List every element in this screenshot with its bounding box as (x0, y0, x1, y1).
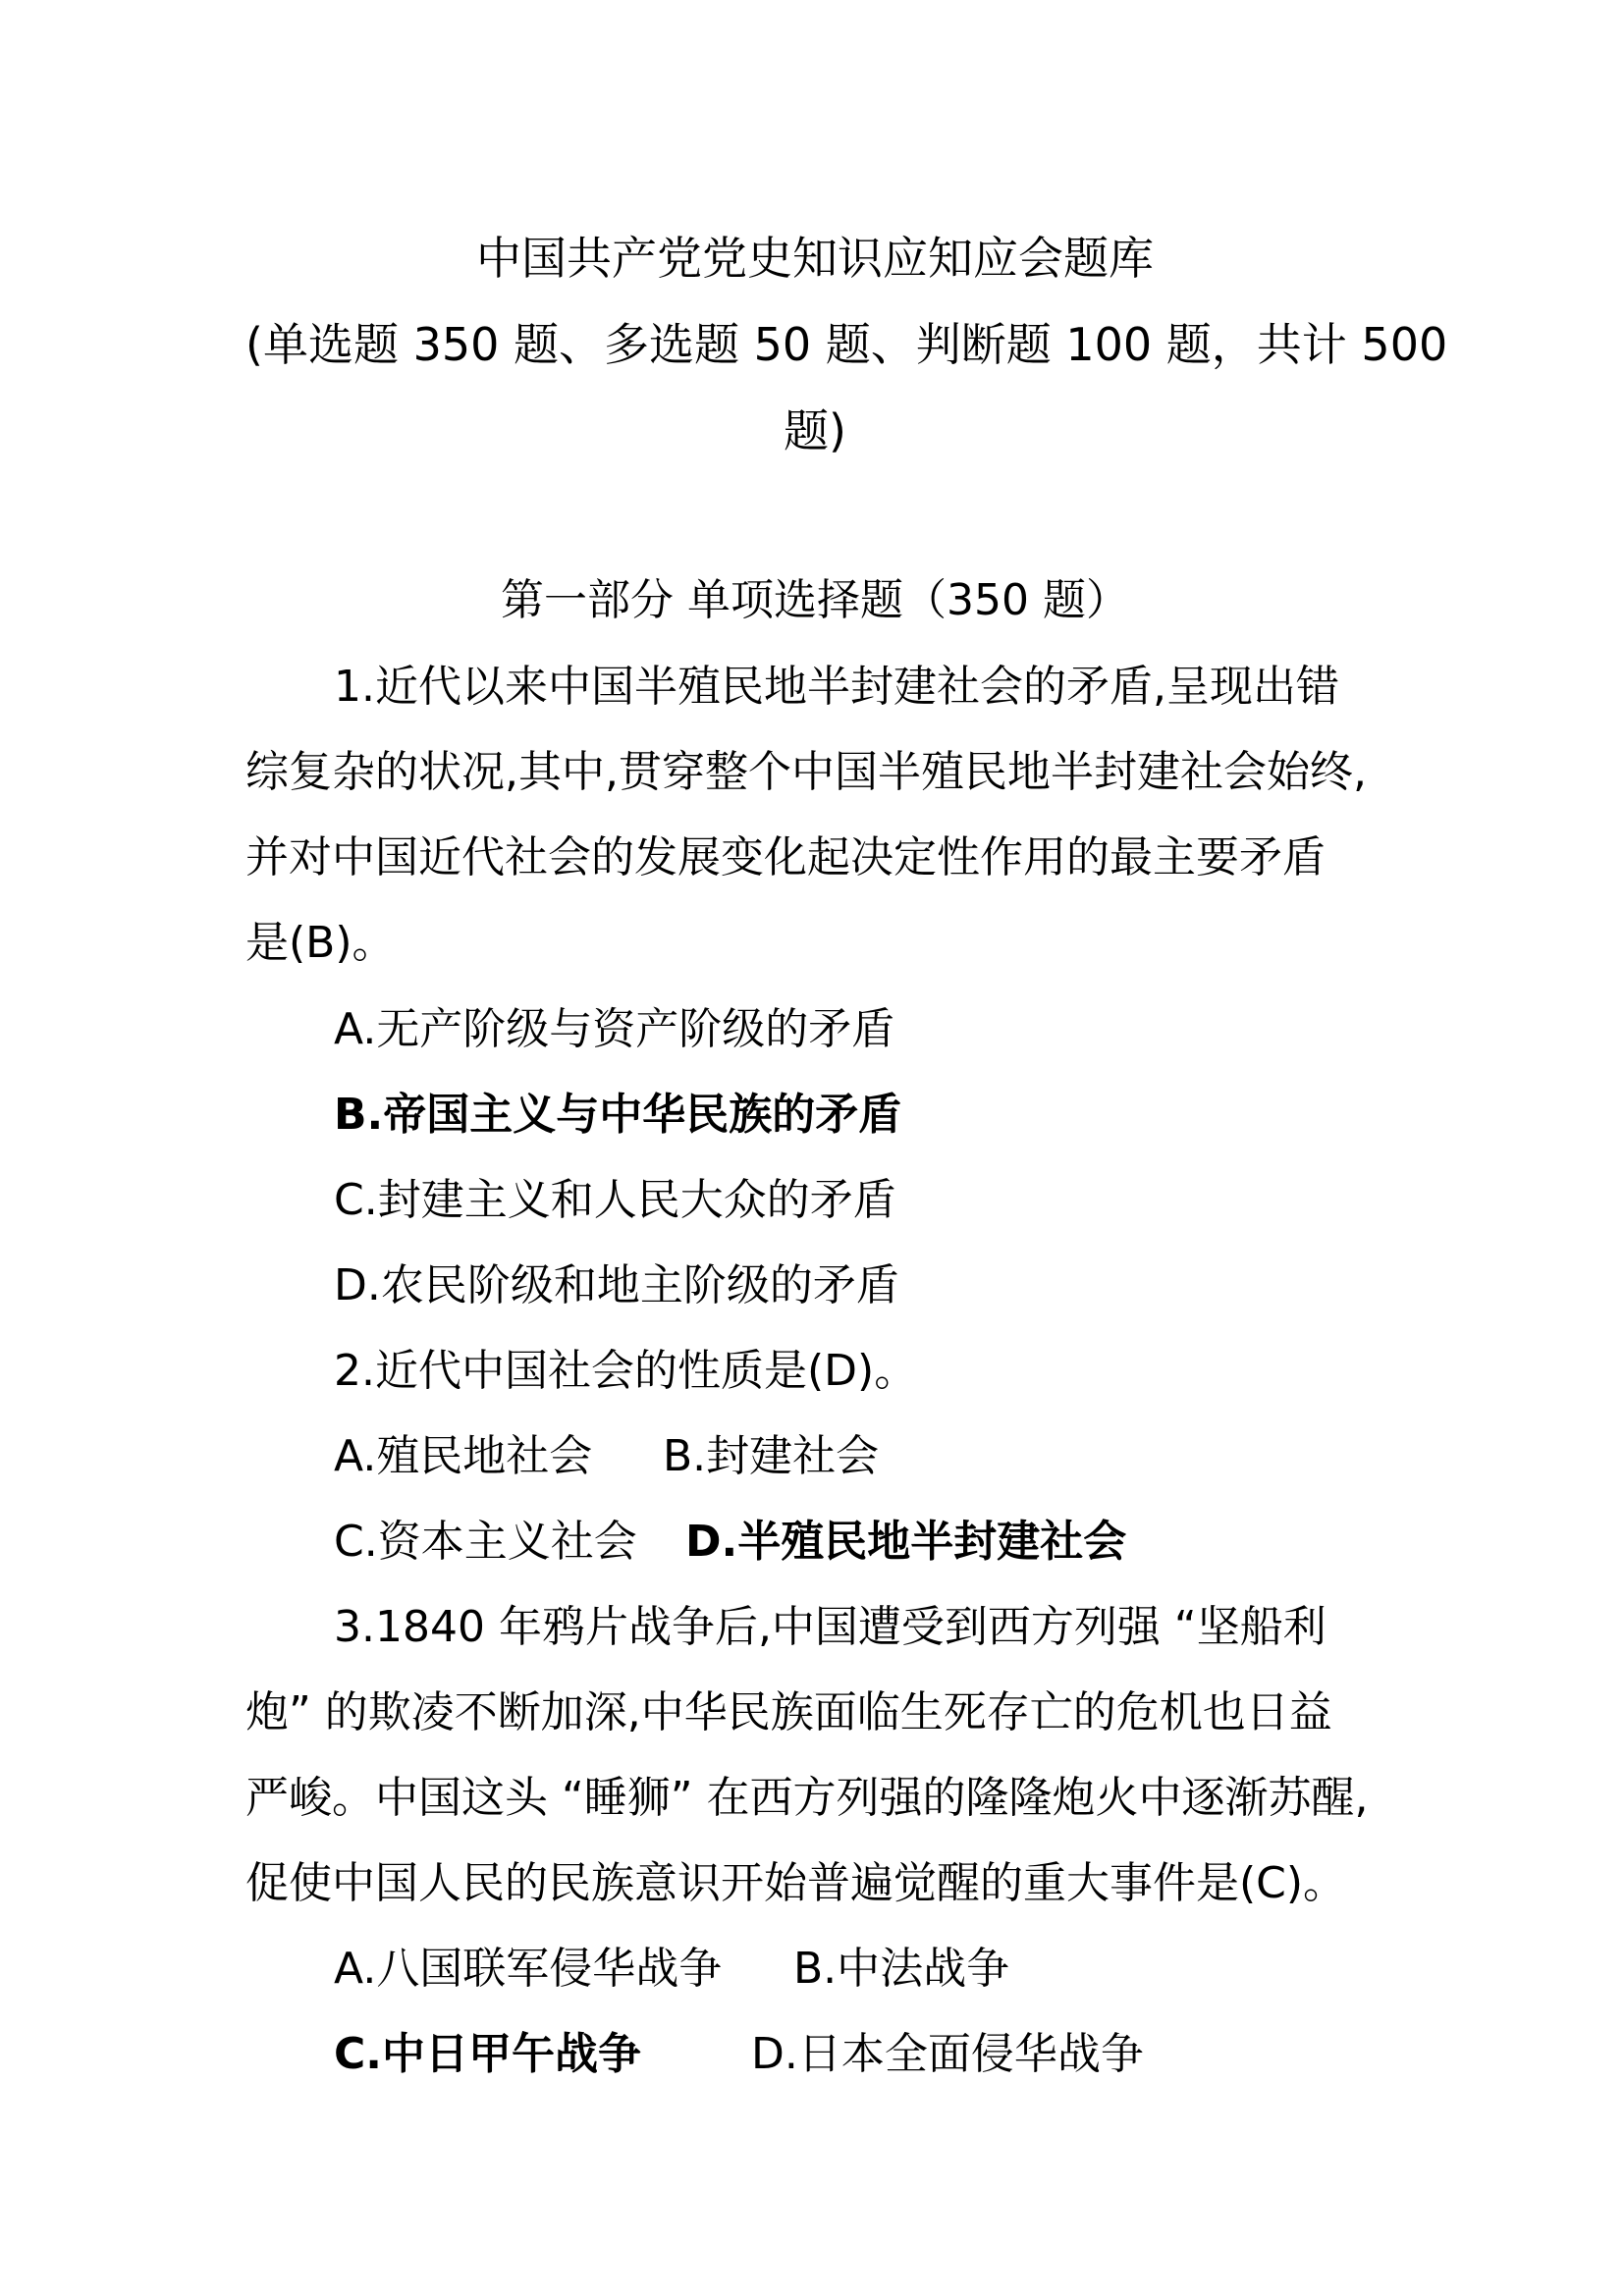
question-3-line-3: 严峻。中国这头 “睡狮” 在西方列强的隆隆炮火中逐渐苏醒, (245, 1773, 1369, 1823)
question-2-option-d-correct: D.半殖民地半封建社会 (685, 1517, 1127, 1567)
document-subtitle-line-1: (单选题 350 题、多选题 50 题、判断题 100 题，共计 500 (245, 318, 1448, 371)
question-3-option-b: B.中法战争 (793, 1944, 1010, 1994)
question-1-option-b-correct: B.帝国主义与中华民族的矛盾 (334, 1090, 902, 1140)
question-1-line-2: 综复杂的状况,其中,贯穿整个中国半殖民地半封建社会始终, (245, 747, 1367, 797)
question-3-line-2: 炮” 的欺凌不断加深,中华民族面临生死存亡的危机也日益 (245, 1687, 1332, 1737)
question-2-line-1: 2.近代中国社会的性质是(D)。 (334, 1346, 918, 1396)
question-1-line-1: 1.近代以来中国半殖民地半封建社会的矛盾,呈现出错 (334, 662, 1339, 712)
question-1-line-4: 是(B)。 (245, 918, 396, 968)
question-3-line-1: 3.1840 年鸦片战争后,中国遭受到西方列强 “坚船利 (334, 1602, 1326, 1652)
question-2-option-a: A.殖民地社会 (334, 1431, 593, 1481)
question-1-option-a: A.无产阶级与资产阶级的矛盾 (334, 1004, 895, 1054)
document-subtitle-line-2: 题) (784, 404, 846, 457)
question-1-option-d: D.农民阶级和地主阶级的矛盾 (334, 1260, 899, 1310)
question-3-line-4: 促使中国人民的民族意识开始普遍觉醒的重大事件是(C)。 (245, 1858, 1347, 1908)
question-1-option-c: C.封建主义和人民大众的矛盾 (334, 1175, 896, 1225)
question-3-option-c-correct: C.中日甲午战争 (334, 2029, 642, 2079)
question-2-option-b: B.封建社会 (663, 1431, 880, 1481)
question-3-option-d: D.日本全面侵华战争 (751, 2029, 1144, 2079)
question-3-option-a: A.八国联军侵华战争 (334, 1944, 723, 1994)
question-1-line-3: 并对中国近代社会的发展变化起决定性作用的最主要矛盾 (245, 832, 1326, 882)
section-title: 第一部分 单项选择题（350 题） (501, 575, 1129, 625)
question-2-option-c: C.资本主义社会 (334, 1517, 637, 1567)
document-title: 中国共产党党史知识应知应会题库 (476, 232, 1154, 285)
